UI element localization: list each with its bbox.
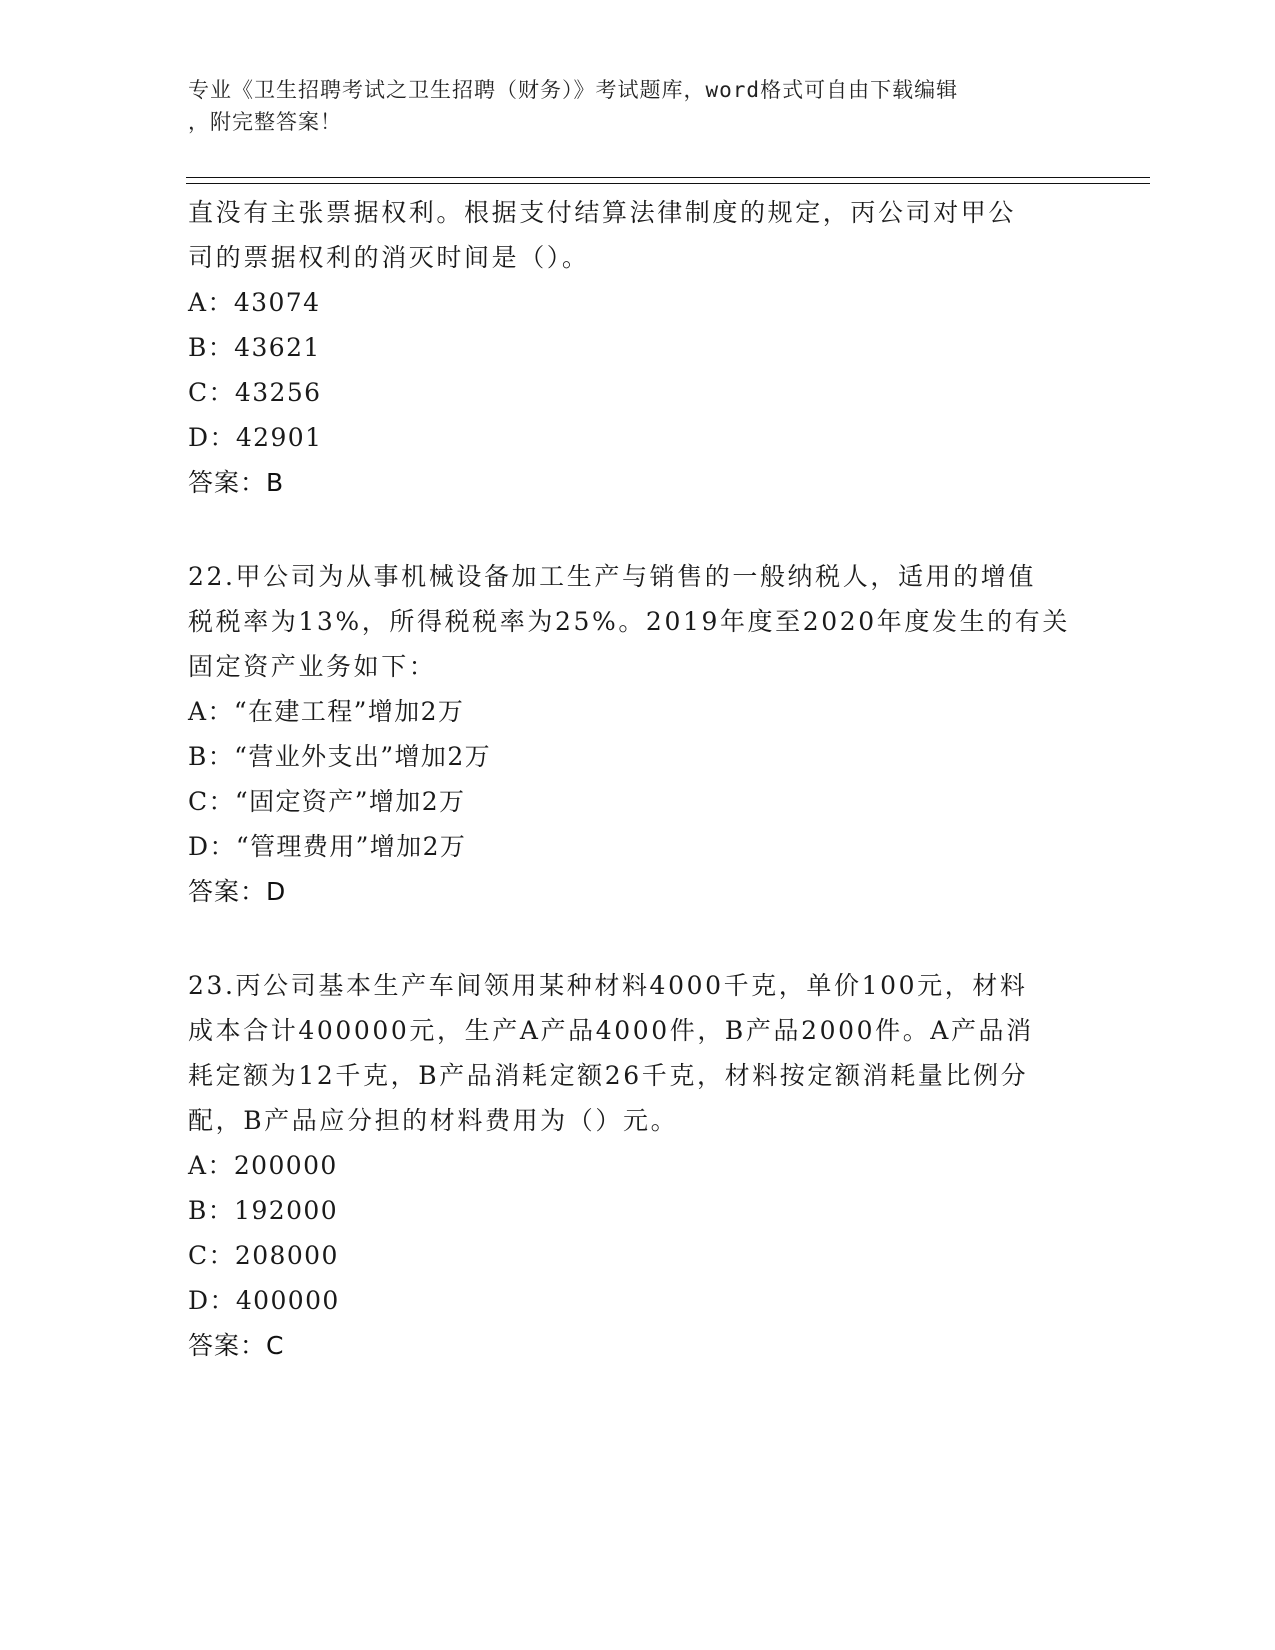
question-text-line: 23.丙公司基本生产车间领用某种材料4000千克，单价100元，材料	[188, 971, 1028, 1000]
question-text-line: 配，B产品应分担的材料费用为（）元。	[188, 1106, 679, 1135]
header-line-2: ，附完整答案！	[188, 110, 342, 134]
option-d: D：400000	[188, 1286, 340, 1315]
question-text-line: 司的票据权利的消灭时间是（）。	[188, 243, 590, 272]
answer-line: 答案：D	[188, 877, 287, 906]
header-divider-top	[186, 177, 1150, 178]
option-a: A：43074	[188, 288, 321, 317]
question-text-line: 成本合计400000元，生产A产品4000件，B产品2000件。A产品消	[188, 1016, 1034, 1045]
option-c: C：43256	[188, 378, 322, 407]
option-c: C：“固定资产”增加2万	[188, 787, 466, 816]
answer-line: 答案：C	[188, 1331, 285, 1360]
option-b: B：43621	[188, 333, 321, 362]
question-text-line: 耗定额为12千克，B产品消耗定额26千克，材料按定额消耗量比例分	[188, 1061, 1029, 1090]
question-list	[188, 190, 1088, 1368]
option-b: B：“营业外支出”增加2万	[188, 742, 492, 771]
option-c: C：208000	[188, 1241, 339, 1270]
question-block-22	[188, 554, 1088, 914]
header-line-1: 专业《卫生招聘考试之卫生招聘（财务）》考试题库，word格式可自由下载编辑	[188, 78, 959, 102]
question-block-23	[188, 963, 1088, 1368]
answer-line: 答案：B	[188, 468, 285, 497]
option-d: D：42901	[188, 423, 323, 452]
question-text-line: 固定资产业务如下：	[188, 652, 437, 681]
question-text-line: 税税率为13%，所得税税率为25%。2019年度至2020年度发生的有关	[188, 607, 1070, 636]
question-text-line: 直没有主张票据权利。根据支付结算法律制度的规定，丙公司对甲公	[188, 198, 1017, 227]
option-b: B：192000	[188, 1196, 339, 1225]
option-d: D：“管理费用”增加2万	[188, 832, 467, 861]
option-a: A：200000	[188, 1151, 338, 1180]
question-text-line: 22.甲公司为从事机械设备加工生产与销售的一般纳税人，适用的增值	[188, 562, 1036, 591]
question-block-1	[188, 190, 1088, 505]
option-a: A：“在建工程”增加2万	[188, 697, 465, 726]
document-header	[188, 74, 1088, 138]
header-divider-bottom	[186, 183, 1150, 184]
